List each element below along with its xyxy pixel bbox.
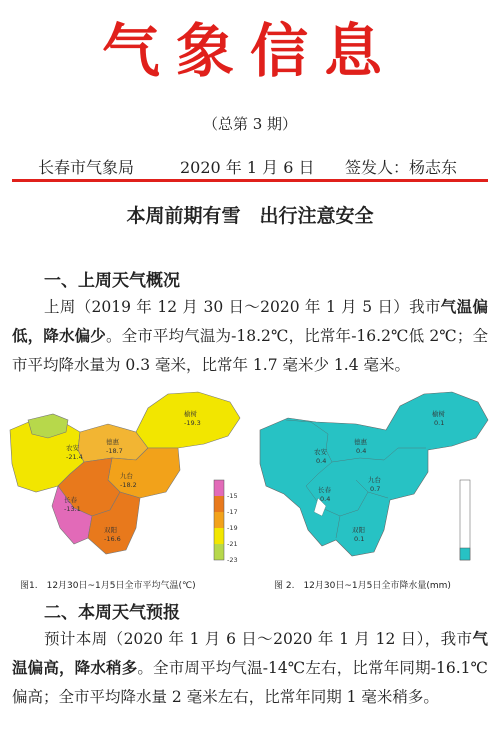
label-changchun: 长春 <box>64 496 77 504</box>
header-divider <box>12 179 488 182</box>
p-label-shuangyang: 双阳 <box>352 526 365 534</box>
precipitation-map <box>256 388 496 573</box>
label-dehui: 德惠 <box>106 438 119 446</box>
legend-tick-0: -15 <box>227 492 238 500</box>
label-shuangyang: 双阳 <box>104 526 117 534</box>
legend-tick-2: -19 <box>227 524 238 532</box>
issue-date: 2020 年 1 月 6 日 <box>180 158 315 177</box>
signer: 签发人：杨志东 <box>345 158 458 177</box>
p-value-dehui: 0.4 <box>356 447 367 455</box>
label-yushu: 榆树 <box>184 410 197 418</box>
section1-title: 一、上周天气概况 <box>44 271 180 291</box>
section2-paragraph <box>12 625 488 712</box>
masthead-title: 气象信息 <box>101 17 398 85</box>
temperature-map <box>8 388 248 573</box>
p-label-nongan: 农安 <box>314 448 327 456</box>
section2-text-bold: 气温偏高，降水稍多 <box>12 630 488 677</box>
p-value-nongan: 0.4 <box>316 457 327 465</box>
p-value-shuangyang: 0.1 <box>354 535 365 543</box>
value-shuangyang: -16.6 <box>104 535 121 543</box>
value-nongan: -21.4 <box>66 453 83 461</box>
value-jiutai: -18.2 <box>120 481 137 489</box>
p-label-dehui: 德惠 <box>354 438 367 446</box>
p-label-jiutai: 九台 <box>368 476 381 484</box>
p-value-jiutai: 0.7 <box>370 485 381 493</box>
legend-tick-4: -23 <box>227 556 238 564</box>
issue-number: （总第 3 期） <box>202 115 298 133</box>
p-value-yushu: 0.1 <box>434 419 445 427</box>
value-yushu: -19.3 <box>184 419 201 427</box>
section2-text-c: 。全市周平均气温-14℃左右，比常年同期-16.1℃偏高；全市平均降水量 2 毫米左右，比常年同期 1 毫米稍多。 <box>12 659 488 706</box>
figure1-caption: 图1. 12月30日~1月5日全市平均气温(℃) <box>20 581 196 591</box>
precipitation-legend <box>460 480 470 560</box>
p-value-changchun: 0.4 <box>320 495 331 503</box>
label-jiutai: 九台 <box>120 472 133 480</box>
section2-text-a: 预计本周（2020 年 1 月 6 日～2020 年 1 月 12 日），我市 <box>44 630 473 648</box>
section1-paragraph <box>12 293 488 380</box>
temperature-legend <box>214 480 238 564</box>
section1-text-c: 。全市平均气温为-18.2℃，比常年-16.2℃低 2℃；全市平均降水量为 0.3 毫米，比常年 1.7 毫米少 1.4 毫米。 <box>12 327 488 374</box>
headline: 本周前期有雪 出行注意安全 <box>126 205 374 227</box>
p-label-yushu: 榆树 <box>432 410 445 418</box>
value-changchun: -13.1 <box>64 505 81 513</box>
precipitation-region <box>260 392 488 556</box>
legend-tick-3: -21 <box>227 540 238 548</box>
section2-title: 二、本周天气预报 <box>44 603 180 623</box>
label-nongan: 农安 <box>66 444 79 452</box>
legend-tick-1: -17 <box>227 508 238 516</box>
p-label-changchun: 长春 <box>318 486 331 494</box>
bureau-name: 长春市气象局 <box>38 158 135 177</box>
figure2-caption: 图 2. 12月30日~1月5日全市降水量(mm) <box>274 581 451 591</box>
section1-text-bold: 气温偏低，降水偏少 <box>12 298 488 345</box>
value-dehui: -18.7 <box>106 447 123 455</box>
section1-text-a: 上周（2019 年 12 月 30 日～2020 年 1 月 5 日）我市 <box>44 298 441 316</box>
